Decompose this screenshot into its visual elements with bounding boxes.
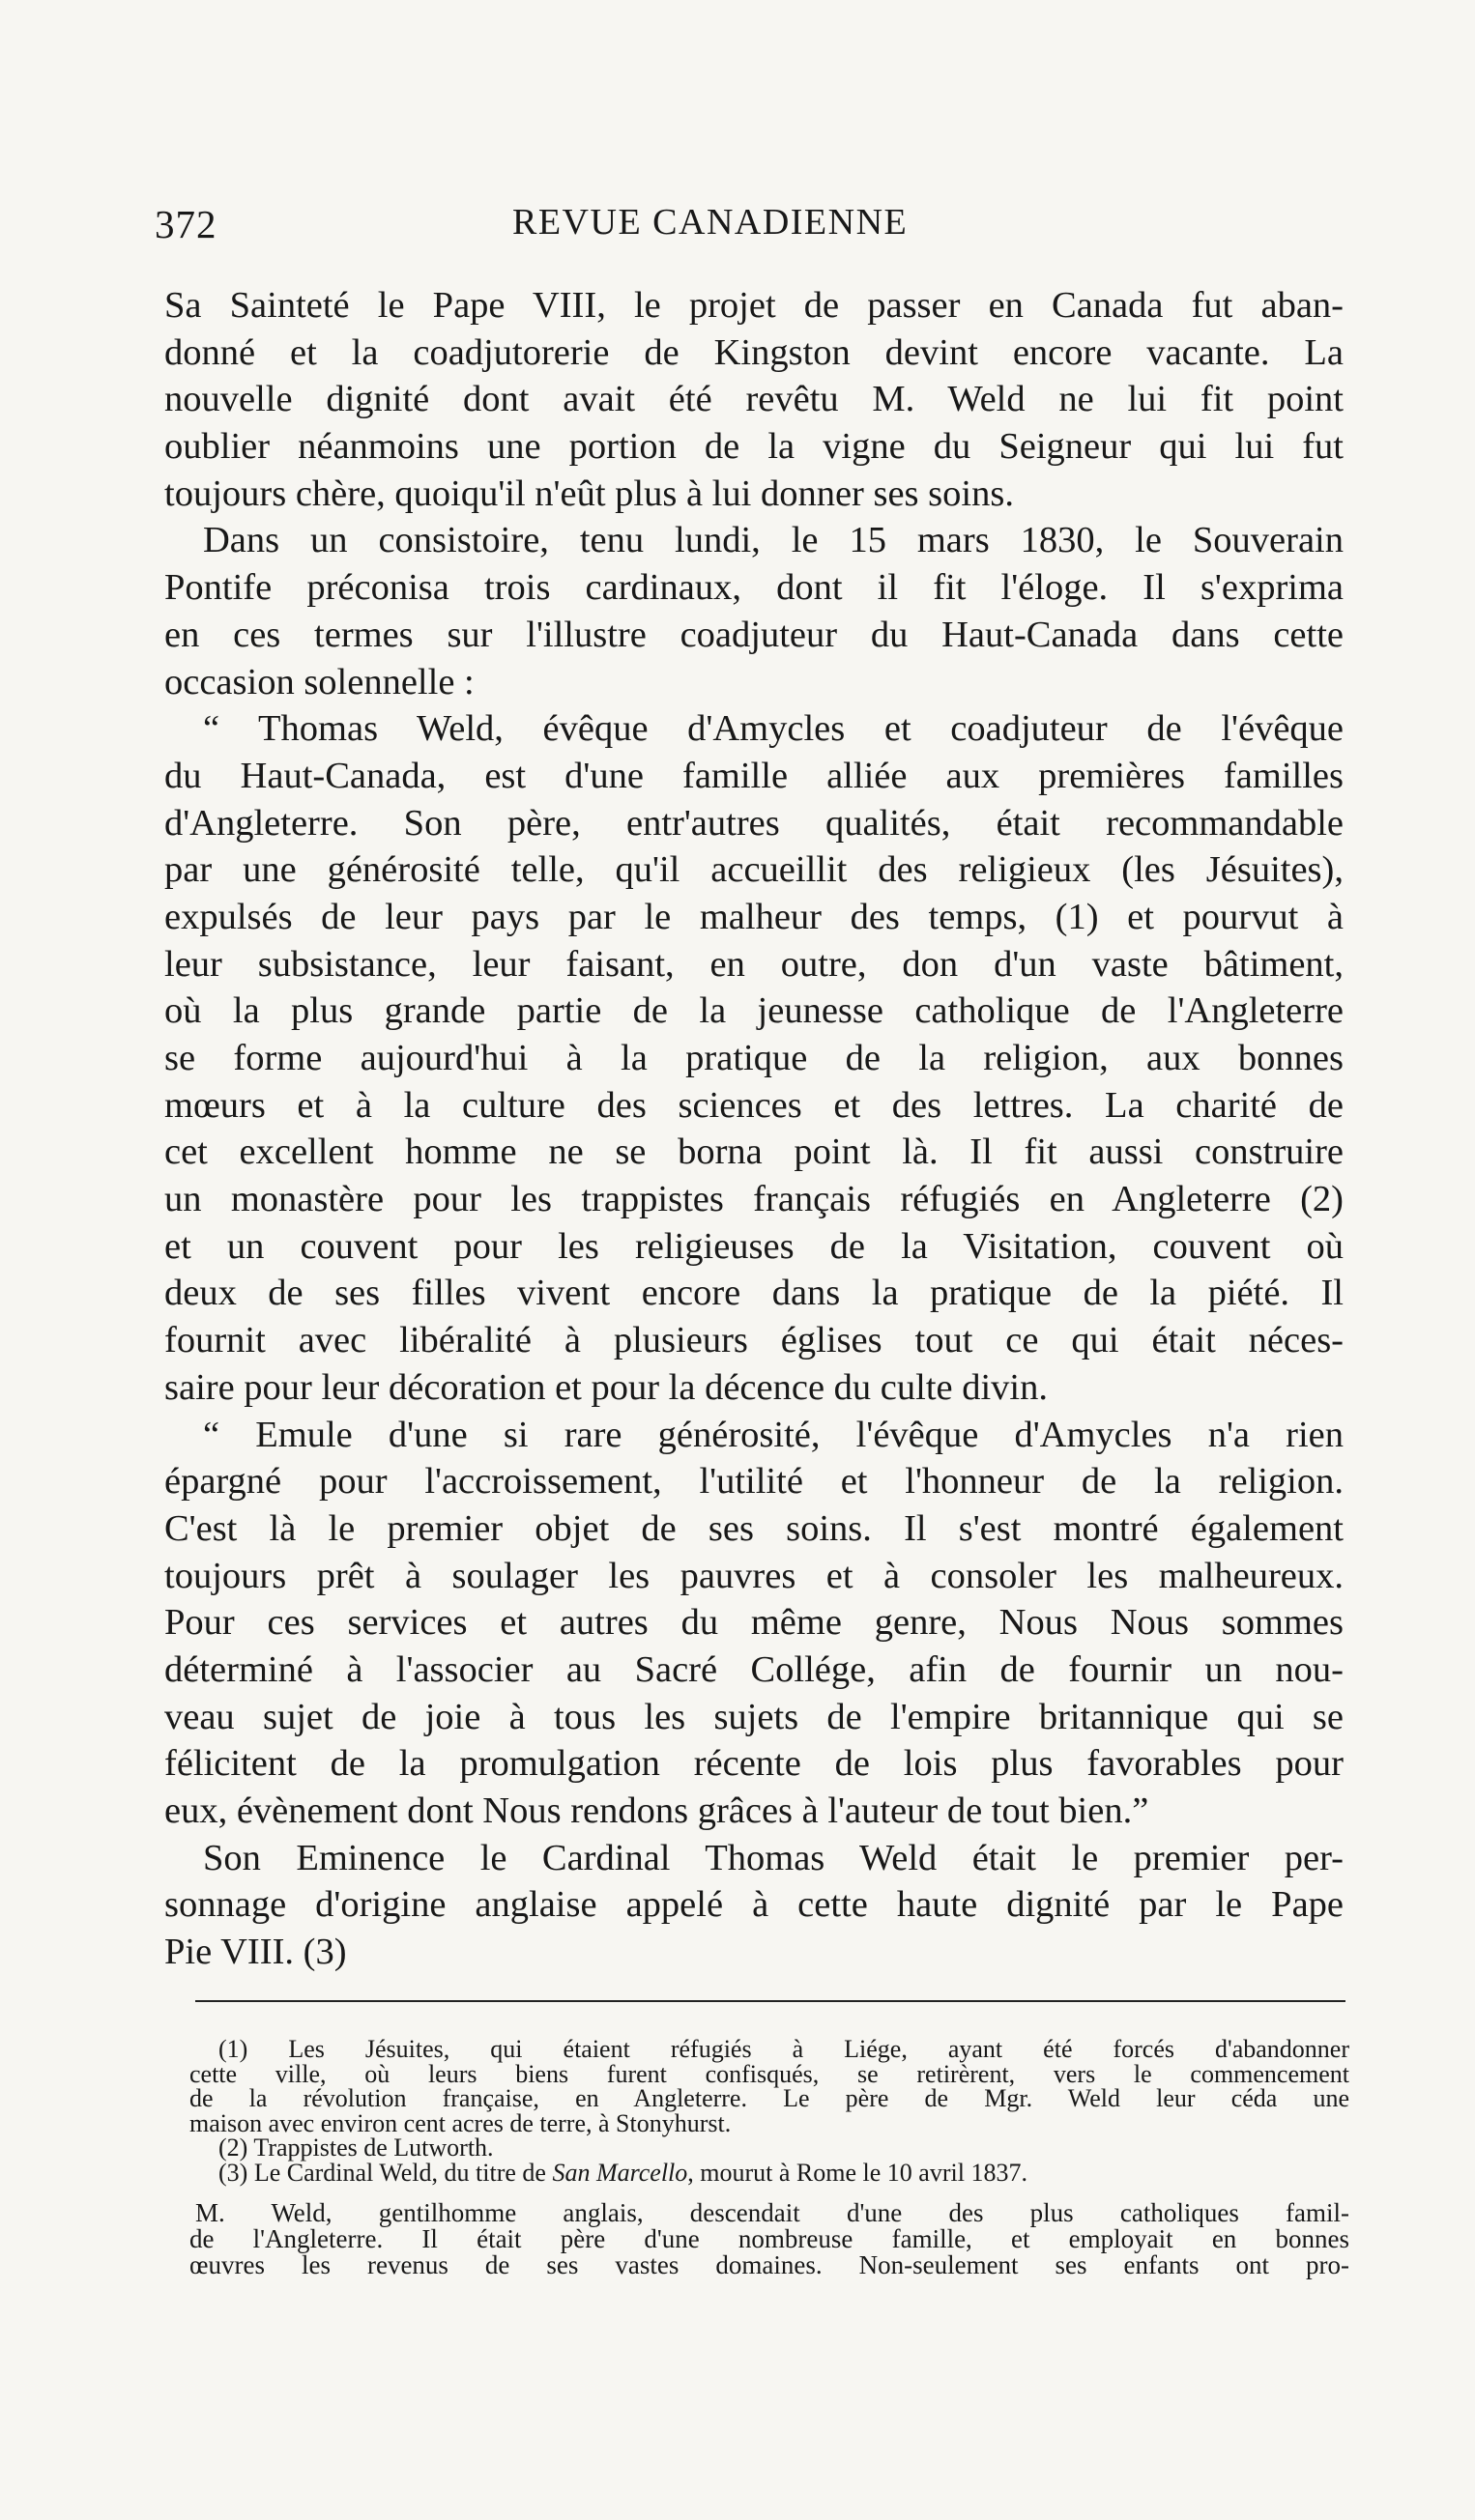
- body-line: occasion solennelle :: [164, 661, 475, 702]
- body-line: expulsés de leur pays par le malheur des temps, (1) et pourvut à: [164, 896, 1344, 937]
- footnote-divider: [195, 2000, 1345, 2002]
- footnote-3-italic: San Marcello: [552, 2158, 688, 2187]
- body-line: donné et la coadjutorerie de Kingston devint encore vacante. La: [164, 331, 1344, 373]
- footnote-1-line: de la révolution française, en Angleterre. Le père de Mgr. Weld leur céda une: [189, 2084, 1349, 2112]
- continuation-note: [189, 2200, 1349, 2278]
- body-line: saire pour leur décoration et pour la décence du culte divin.: [164, 1366, 1048, 1408]
- body-line: cet excellent homme ne se borna point là. Il fit aussi construire: [164, 1131, 1344, 1173]
- body-line: Dans un consistoire, tenu lundi, le 15 mars 1830, le Souverain: [203, 520, 1344, 561]
- running-head: [155, 201, 1353, 259]
- body-line: félicitent de la promulgation récente de lois plus favorables pour: [164, 1743, 1344, 1785]
- body-line: un monastère pour les trappistes français réfugiés en Angleterre (2): [164, 1179, 1344, 1220]
- body-line: veau sujet de joie à tous les sujets de l'empire britannique qui se: [164, 1696, 1344, 1737]
- footnote-2: (2) Trappistes de Lutworth.: [218, 2133, 494, 2162]
- body-line: toujours chère, quoiqu'il n'eût plus à lui donner ses soins.: [164, 472, 1014, 514]
- footnote-3-prefix: (3) Le Cardinal Weld, du titre de: [218, 2158, 553, 2187]
- footnote-3: [189, 2158, 1349, 2187]
- body-line: Son Eminence le Cardinal Thomas Weld était le premier per-: [203, 1837, 1344, 1878]
- body-line: se forme aujourd'hui à la pratique de la religion, aux bonnes: [164, 1038, 1344, 1078]
- body-line: du Haut-Canada, est d'une famille alliée aux premières familles: [164, 755, 1344, 796]
- body-line: toujours prêt à soulager les pauvres et à consoler les malheureux.: [164, 1555, 1344, 1596]
- body-line: Pour ces services et autres du même genre, Nous Nous sommes: [164, 1602, 1344, 1644]
- body-line: mœurs et à la culture des sciences et des lettres. La charité de: [164, 1084, 1344, 1126]
- footnote-3-suffix: , mourut à Rome le 10 avril 1837.: [687, 2158, 1027, 2187]
- body-line: leur subsistance, leur faisant, en outre, don d'un vaste bâtiment,: [164, 943, 1344, 985]
- body-line: eux, évènement dont Nous rendons grâces à l'auteur de tout bien.”: [164, 1790, 1149, 1831]
- body-line: épargné pour l'accroissement, l'utilité et l'honneur de la religion.: [164, 1461, 1344, 1503]
- body-line: par une générosité telle, qu'il accueillit des religieux (les Jésuites),: [164, 849, 1344, 891]
- body-line: Pie VIII. (3): [164, 1932, 347, 1973]
- body-line: nouvelle dignité dont avait été revêtu M. Weld ne lui fit point: [164, 379, 1344, 420]
- footnotes: [189, 2037, 1349, 2278]
- continuation-line: œuvres les revenus de ses vastes domaines. Non-seulement ses enfants ont pro-: [189, 2250, 1349, 2279]
- body-line: déterminé à l'associer au Sacré Collége, afin de fournir un nou-: [164, 1648, 1344, 1690]
- page-number: 372: [155, 202, 217, 246]
- continuation-line: de l'Angleterre. Il était père d'une nombreuse famille, et employait en bonnes: [189, 2224, 1349, 2253]
- body-text: [164, 282, 1344, 1976]
- body-line: “ Thomas Weld, évêque d'Amycles et coadjuteur de l'évêque: [203, 708, 1344, 750]
- body-line: Sa Sainteté le Pape VIII, le projet de passer en Canada fut aban-: [164, 285, 1344, 326]
- footnote-1-line: (1) Les Jésuites, qui étaient réfugiés à Liége, ayant été forcés d'abandonner: [218, 2035, 1349, 2063]
- body-line: et un couvent pour les religieuses de la Visitation, couvent où: [164, 1225, 1344, 1267]
- footnote-1-line: cette ville, où leurs biens furent confisqués, se retirèrent, vers le commencement: [189, 2059, 1349, 2088]
- body-line: “ Emule d'une si rare générosité, l'évêque d'Amycles n'a rien: [203, 1414, 1344, 1455]
- body-line: d'Angleterre. Son père, entr'autres qualités, était recommandable: [164, 802, 1344, 844]
- body-line: où la plus grande partie de la jeunesse catholique de l'Angleterre: [164, 990, 1344, 1032]
- body-line: en ces termes sur l'illustre coadjuteur du Haut-Canada dans cette: [164, 614, 1344, 655]
- footnote-1-line: maison avec environ cent acres de terre, à Stonyhurst.: [189, 2108, 732, 2137]
- body-line: fournit avec libéralité à plusieurs églises tout ce qui était néces-: [164, 1320, 1344, 1361]
- body-line: oublier néanmoins une portion de la vigne du Seigneur qui lui fut: [164, 426, 1344, 468]
- body-line: Pontife préconisa trois cardinaux, dont il fit l'éloge. Il s'exprima: [164, 567, 1344, 609]
- continuation-line: M. Weld, gentilhomme anglais, descendait d'une des plus catholiques famil-: [195, 2198, 1349, 2227]
- body-line: sonnage d'origine anglaise appelé à cette haute dignité par le Pape: [164, 1884, 1344, 1926]
- body-line: C'est là le premier objet de ses soins. Il s'est montré également: [164, 1507, 1344, 1549]
- journal-title: REVUE CANADIENNE: [512, 202, 909, 243]
- body-line: deux de ses filles vivent encore dans la pratique de la piété. Il: [164, 1273, 1344, 1314]
